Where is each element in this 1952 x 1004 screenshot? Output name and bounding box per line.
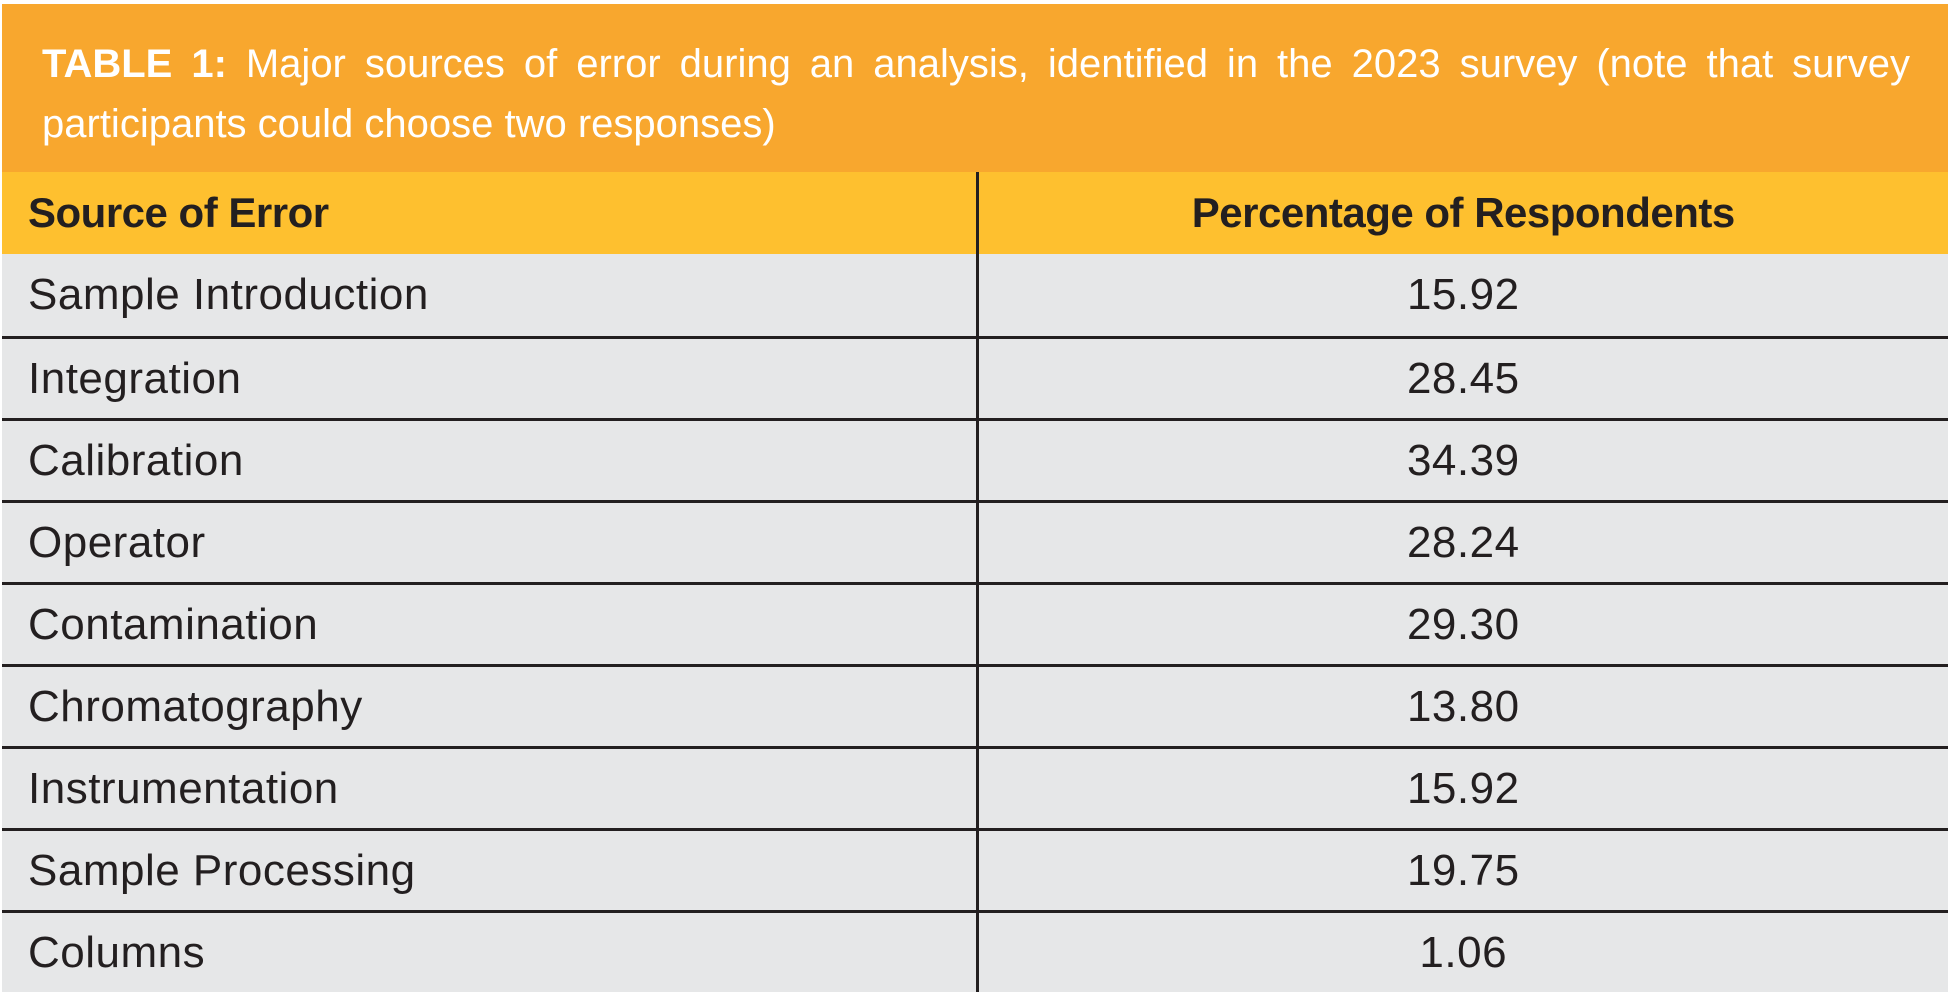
- table-row: [2, 420, 1948, 502]
- row-percentage-cell: 13.80: [977, 666, 1948, 748]
- row-source-cell: Chromatography: [2, 666, 977, 748]
- table-row: [2, 254, 1948, 338]
- row-source-cell: Calibration: [2, 420, 977, 502]
- table-caption: [2, 4, 1948, 172]
- row-source-cell: Operator: [2, 502, 977, 584]
- row-source-cell: Integration: [2, 338, 977, 420]
- row-percentage-cell: 1.06: [977, 912, 1948, 993]
- header-source-of-error: Source of Error: [2, 172, 977, 254]
- row-percentage-cell: 15.92: [977, 254, 1948, 338]
- row-percentage-cell: 34.39: [977, 420, 1948, 502]
- table-row: [2, 502, 1948, 584]
- table-row: [2, 912, 1948, 993]
- table-row: [2, 748, 1948, 830]
- table-row: [2, 830, 1948, 912]
- table-row: [2, 584, 1948, 666]
- error-sources-table-figure: [2, 4, 1948, 996]
- row-source-cell: Instrumentation: [2, 748, 977, 830]
- row-percentage-cell: 28.45: [977, 338, 1948, 420]
- table-row: [2, 666, 1948, 748]
- row-source-cell: Columns: [2, 912, 977, 993]
- row-percentage-cell: 19.75: [977, 830, 1948, 912]
- row-percentage-cell: 28.24: [977, 502, 1948, 584]
- row-source-cell: Sample Processing: [2, 830, 977, 912]
- table-header-row: [2, 172, 1948, 254]
- row-source-cell: Sample Introduction: [2, 254, 977, 338]
- table-row: [2, 338, 1948, 420]
- table-caption-text: Major sources of error during an analysis, identified in the 2023 survey (note that survey participants could choose two responses): [42, 42, 1910, 146]
- table-caption-label: TABLE 1:: [42, 42, 227, 86]
- row-percentage-cell: 29.30: [977, 584, 1948, 666]
- error-sources-table: [2, 172, 1948, 992]
- row-percentage-cell: 15.92: [977, 748, 1948, 830]
- row-source-cell: Contamination: [2, 584, 977, 666]
- header-percentage-of-respondents: Percentage of Respondents: [977, 172, 1948, 254]
